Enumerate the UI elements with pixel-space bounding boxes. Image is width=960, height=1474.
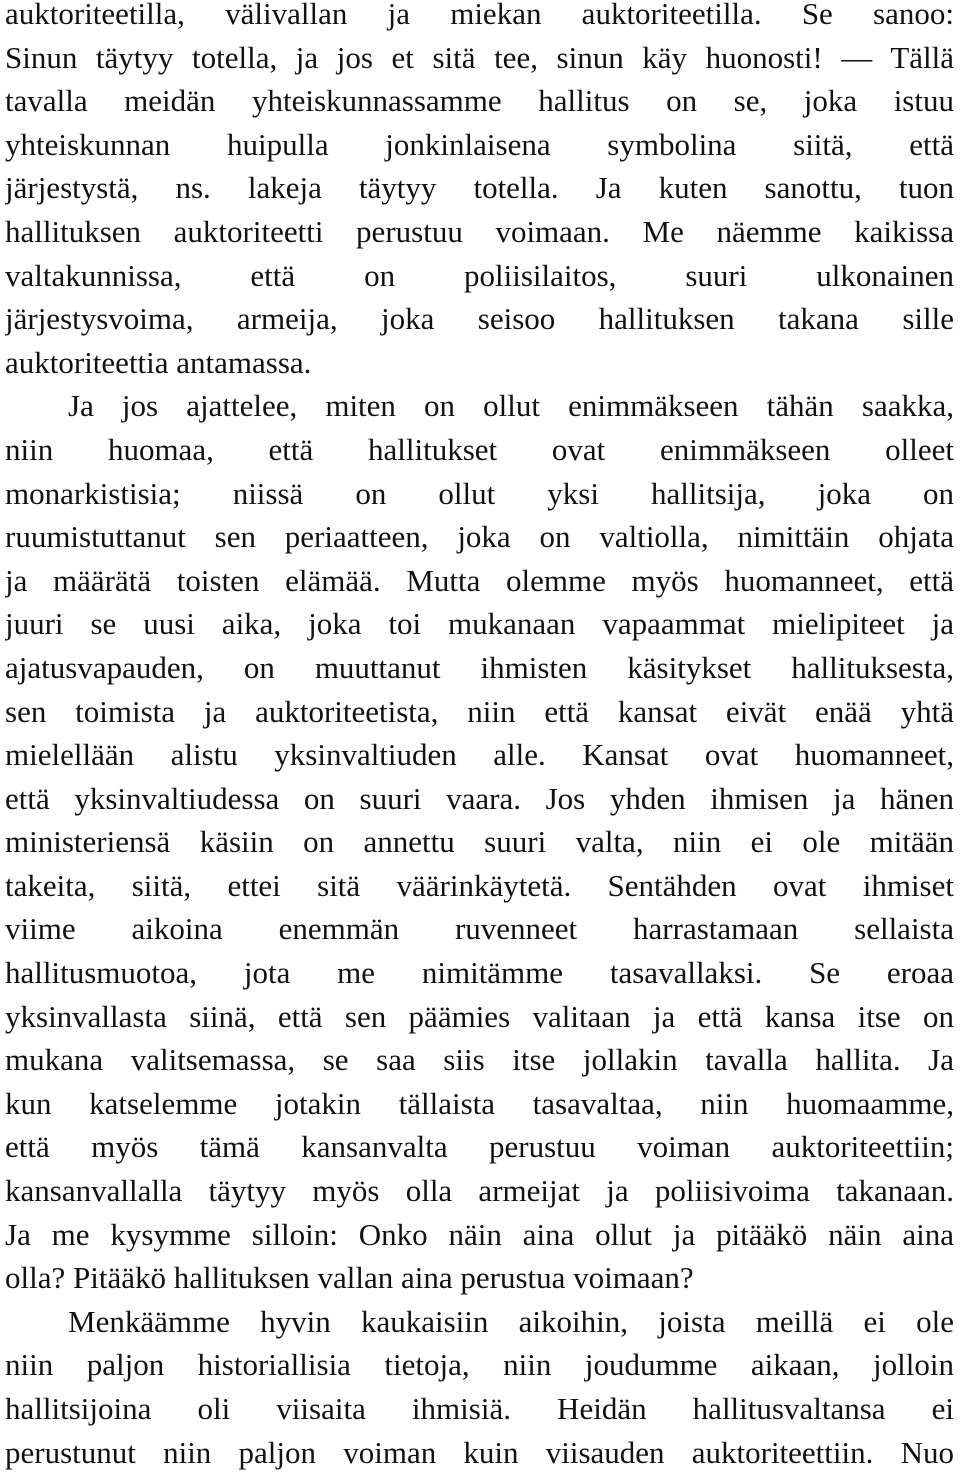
text-line: niin paljon historiallisia tietoja, niin joudumme aikaan, jolloin (5, 1347, 954, 1383)
text-line: auktoriteetilla, välivallan ja miekan auktoriteetilla. Se sanoo: (5, 0, 954, 31)
text-line: hallitsijoina oli viisaita ihmisiä. Heidän hallitusvaltansa ei (5, 1391, 954, 1426)
text-line: että myös tämä kansanvalta perustuu voiman auktoriteettiin; (5, 1129, 954, 1165)
paragraph-3 (5, 1300, 954, 1474)
text-line: monarkistisia; niissä on ollut yksi hallitsija, joka on (5, 475, 954, 511)
text-line: viime aikoina enemmän ruvenneet harrastamaan sellaista (5, 911, 954, 947)
text-line: ajatusvapauden, on muuttanut ihmisten käsitykset hallituksesta, (5, 649, 954, 685)
text-line: kansanvallalla täytyy myös olla armeijat ja poliisivoima takanaan. (5, 1173, 954, 1209)
text-line: että yksinvaltiudessa on suuri vaara. Jos yhden ihmisen ja hänen (5, 780, 954, 816)
text-line: Menkäämme hyvin kaukaisiin aikoihin, joista meillä ei ole (68, 1303, 954, 1339)
text-line: hallitusmuotoa, jota me nimitämme tasavallaksi. Se eroaa (5, 955, 954, 991)
text-line: ministeriensä käsiin on annettu suuri valta, niin ei ole mitään (5, 824, 954, 860)
text-line: ja määrätä toisten elämää. Mutta olemme myös huomanneet, että (5, 562, 954, 598)
text-line: yksinvallasta siinä, että sen päämies valitaan ja että kansa itse on (5, 998, 954, 1034)
text-line: yhteiskunnan huipulla jonkinlaisena symbolina siitä, että (5, 126, 954, 162)
text-line: tavalla meidän yhteiskunnassamme hallitus on se, joka istuu (5, 83, 954, 119)
text-line: järjestysvoima, armeija, joka seisoo hallituksen takana sille (5, 301, 954, 337)
text-line: kun katselemme jotakin tällaista tasavaltaa, niin huomaamme, (5, 1085, 954, 1121)
text-line: juuri se uusi aika, joka toi mukanaan vapaammat mielipiteet ja (5, 606, 954, 642)
text-line: valtakunnissa, että on poliisilaitos, suuri ulkonainen (5, 257, 954, 293)
text-line: Sinun täytyy totella, ja jos et sitä tee, sinun käy huonosti! — Tällä (5, 39, 954, 75)
paragraph-1 (5, 0, 954, 384)
text-line: hallituksen auktoriteetti perustuu voimaan. Me näemme kaikissa (5, 213, 954, 249)
text-line: järjestystä, ns. lakeja täytyy totella. Ja kuten sanottu, tuon (5, 170, 954, 206)
text-line: sen toimista ja auktoriteetista, niin että kansat eivät enää yhtä (5, 693, 954, 729)
text-line: Ja me kysymme silloin: Onko näin aina ollut ja pitääkö näin aina (5, 1216, 954, 1252)
text-line: Ja jos ajattelee, miten on ollut enimmäkseen tähän saakka, (68, 388, 954, 424)
text-line: ruumistuttanut sen periaatteen, joka on valtiolla, nimittäin ohjata (5, 519, 954, 555)
text-line: olla? Pitääkö hallituksen vallan aina perustua voimaan? (5, 1260, 694, 1296)
text-line: perustunut niin paljon voiman kuin viisauden auktoriteettiin. Nuo (5, 1434, 954, 1470)
text-line: takeita, siitä, ettei sitä väärinkäytetä. Sentähden ovat ihmiset (5, 867, 954, 903)
text-line: mukana valitsemassa, se saa siis itse jollakin tavalla hallita. Ja (5, 1042, 954, 1078)
text-line: mielellään alistu yksinvaltiuden alle. Kansat ovat huomanneet, (5, 737, 954, 773)
paragraph-2 (5, 384, 954, 1299)
text-line: auktoriteettia antamassa. (5, 344, 312, 380)
text-line: niin huomaa, että hallitukset ovat enimmäkseen olleet (5, 431, 954, 467)
